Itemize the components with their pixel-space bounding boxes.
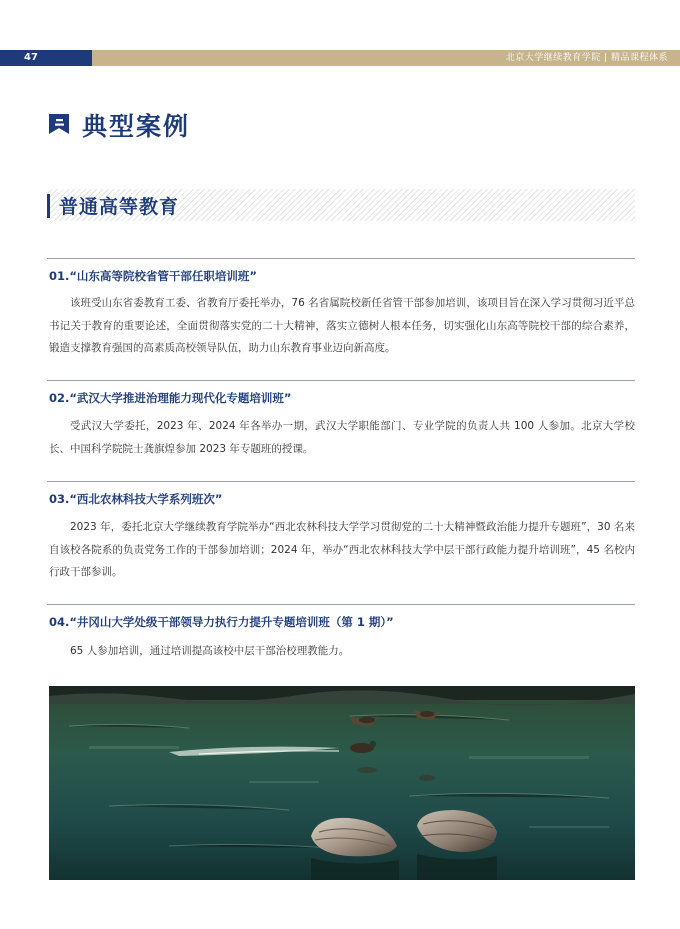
case-title: 02.“武汉大学推进治理能力现代化专题培训班” xyxy=(49,391,292,405)
section-title: 典型案例 xyxy=(82,112,191,141)
category-title: 普通高等教育 xyxy=(59,196,180,218)
case-divider xyxy=(47,604,635,605)
lake-photo-illustration xyxy=(49,686,635,880)
page-number: 47 xyxy=(0,50,92,66)
header-title: 北京大学继续教育学院 | 精品课程体系 xyxy=(505,53,668,63)
case-body: 受武汉大学委托，2023 年、2024 年各举办一期，武汉大学职能部门、专业学院的负责人共 100 人参加。北京大学校长、中国科学院院士龚旗煌参加 2023 年专题班的授课。 xyxy=(49,420,635,455)
case-body: 该班受山东省委教育工委、省教育厅委托举办，76 名省属院校新任省管干部参加培训，该项目旨在深入学习贯彻习近平总书记关于教育的重要论述，全面贯彻落实党的二十大精神，落实立德树人根本任务，切实强化山东高等院校干部的综合素养，锻造支撑教育强国的高素质高校领导队伍，助力山东教育事业迈向新高度。 xyxy=(49,297,635,354)
header-bar xyxy=(0,50,680,66)
case-title: 01.“山东高等院校省管干部任职培训班” xyxy=(49,269,257,283)
case-title: 03.“西北农林科技大学系列班次” xyxy=(49,492,223,506)
case-body: 2023 年，委托北京大学继续教育学院举办“西北农林科技大学学习贯彻党的二十大精神暨政治能力提升专题班”，30 名来自该校各院系的负责党务工作的干部参加培训；2024 年，举办“西北农林科技大学中层干部行政能力提升培训班”，45 名校内行政干部参训。 xyxy=(49,521,635,578)
category-band xyxy=(47,189,635,221)
case-title: 04.“井冈山大学处级干部领导力执行力提升专题培训班（第 1 期）” xyxy=(49,615,394,629)
lake-ducks-photo xyxy=(49,686,635,880)
case-divider xyxy=(47,380,635,381)
case-divider xyxy=(47,258,635,259)
chapter-marker-icon xyxy=(48,113,70,135)
category-accent-bar xyxy=(47,194,50,218)
case-divider xyxy=(47,481,635,482)
case-body: 65 人参加培训，通过培训提高该校中层干部治校理教能力。 xyxy=(70,645,350,657)
